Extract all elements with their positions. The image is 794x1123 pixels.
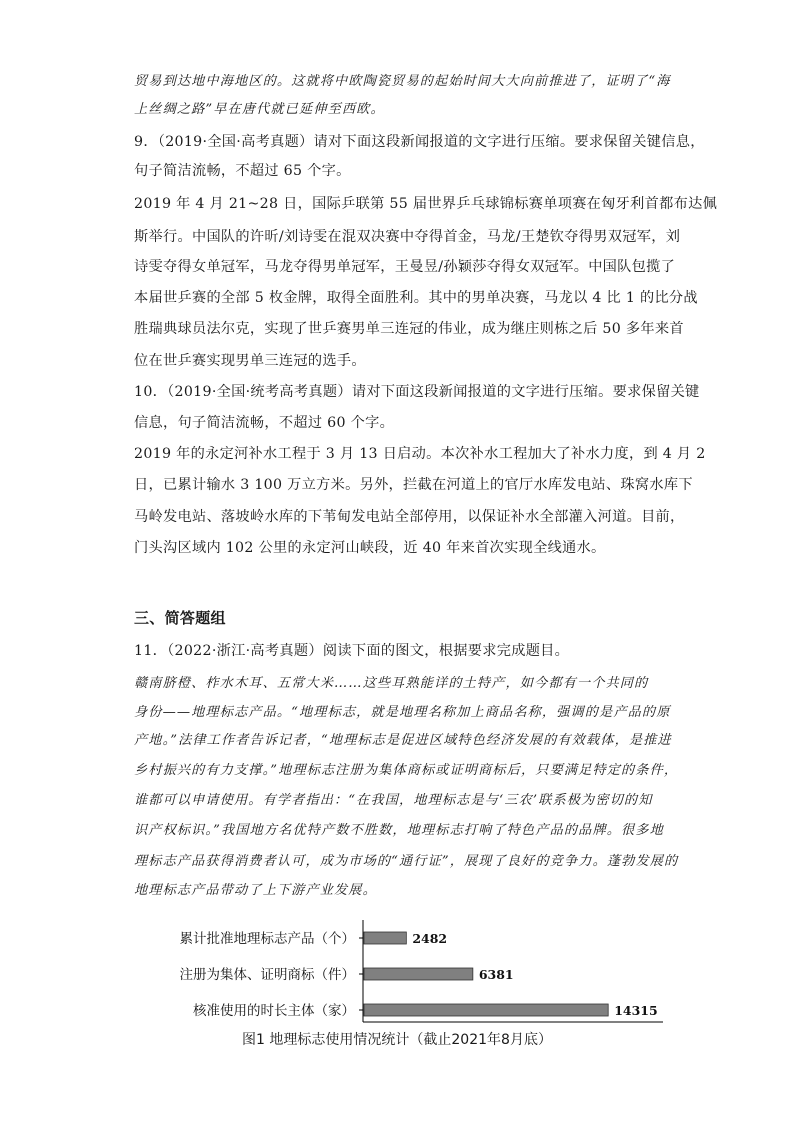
text-line: 2019 年的永定河补水工程于 3 月 13 日启动。本次补水工程加大了补水力度，到 4 月 2	[134, 446, 706, 462]
text-line: 产地。”法律工作者告诉记者，“地理标志是促进区域特色经济发展的有效载体，是推进	[134, 733, 672, 748]
bar	[364, 932, 406, 944]
text-line: 上丝绸之路”早在唐代就已延伸至西欧。	[134, 102, 385, 117]
text-line: 谁都可以申请使用。有学者指出：“在我国，地理标志是与‘三农’联系极为密切的知	[134, 793, 653, 808]
bar	[364, 1004, 608, 1016]
text-line: 10．（2019·全国·统考高考真题）请对下面这段新闻报道的文字进行压缩。要求保留关键	[134, 384, 700, 400]
text-line: 9．（2019·全国·高考真题）请对下面这段新闻报道的文字进行压缩。要求保留关键信息，	[134, 134, 705, 150]
text-line: 门头沟区域内 102 公里的永定河山峡段，近 40 年来首次实现全线通水。	[134, 540, 606, 556]
data-label: 14315	[614, 1003, 658, 1018]
text-line: 诗雯夺得女单冠军，马龙夺得男单冠军，王曼昱/孙颖莎夺得女双冠军。中国队包揽了	[134, 259, 676, 275]
text-line: 理标志产品获得消费者认可，成为市场的“通行证”，展现了良好的竞争力。蓬勃发展的	[134, 854, 679, 869]
text-line: 地理标志产品带动了上下游产业发展。	[134, 883, 377, 898]
bar	[364, 968, 473, 980]
data-label: 2482	[412, 931, 448, 946]
bar-chart	[130, 916, 670, 1046]
text-line: 日，已累计输水 3 100 万立方米。另外，拦截在河道上的官厅水库发电站、珠窝水库下	[134, 477, 693, 493]
text-line: 2019 年 4 月 21~28 日，国际乒联第 55 届世界乒乓球锦标赛单项赛在匈牙利首都布达佩	[134, 196, 718, 212]
text-line: 身份——地理标志产品。“地理标志，就是地理名称加上商品名称，强调的是产品的原	[134, 705, 671, 720]
text-line: 胜瑞典球员法尔克，实现了世乒赛男单三连冠的伟业，成为继庄则栋之后 50 多年来首	[134, 321, 684, 337]
category-label: 累计批准地理标志产品（个）	[179, 931, 355, 947]
text-line: 11．（2022·浙江·高考真题）阅读下面的图文，根据要求完成题目。	[134, 643, 570, 659]
text-line: 赣南脐橙、柞水木耳、五常大米……这些耳熟能详的土特产，如今都有一个共同的	[134, 676, 649, 691]
text-line: 贸易到达地中海地区的。这就将中欧陶瓷贸易的起始时间大大向前推进了，证明了“海	[134, 74, 671, 89]
text-line: 信息，句子简洁流畅，不超过 60 个字。	[134, 415, 395, 431]
category-label: 注册为集体、证明商标（件）	[179, 967, 355, 983]
data-label: 6381	[478, 967, 514, 982]
text-line: 马岭发电站、落坡岭水库的下苇甸发电站全部停用，以保证补水全部灌入河道。目前，	[134, 509, 685, 525]
text-line: 句子简洁流畅，不超过 65 个字。	[134, 163, 351, 179]
section-heading: 三、简答题组	[134, 609, 226, 627]
text-line: 本届世乒赛的全部 5 枚金牌，取得全面胜利。其中的男单决赛，马龙以 4 比 1 的比分战	[134, 290, 698, 306]
text-line: 位在世乒赛实现男单三连冠的选手。	[134, 353, 366, 369]
category-label: 核准使用的时长主体（家）	[193, 1003, 355, 1019]
text-line: 识产权标识。”我国地方名优特产数不胜数，地理标志打响了特色产品的品牌。很多地	[134, 823, 664, 838]
chart-caption: 图1 地理标志使用情况统计（截止2021年8月底）	[242, 1032, 552, 1048]
text-line: 乡村振兴的有力支撑。”地理标志注册为集体商标或证明商标后，只要满足特定的条件，	[134, 763, 679, 778]
text-line: 斯举行。中国队的许昕/刘诗雯在混双决赛中夺得首金，马龙/王楚钦夺得男双冠军，刘	[134, 229, 681, 245]
